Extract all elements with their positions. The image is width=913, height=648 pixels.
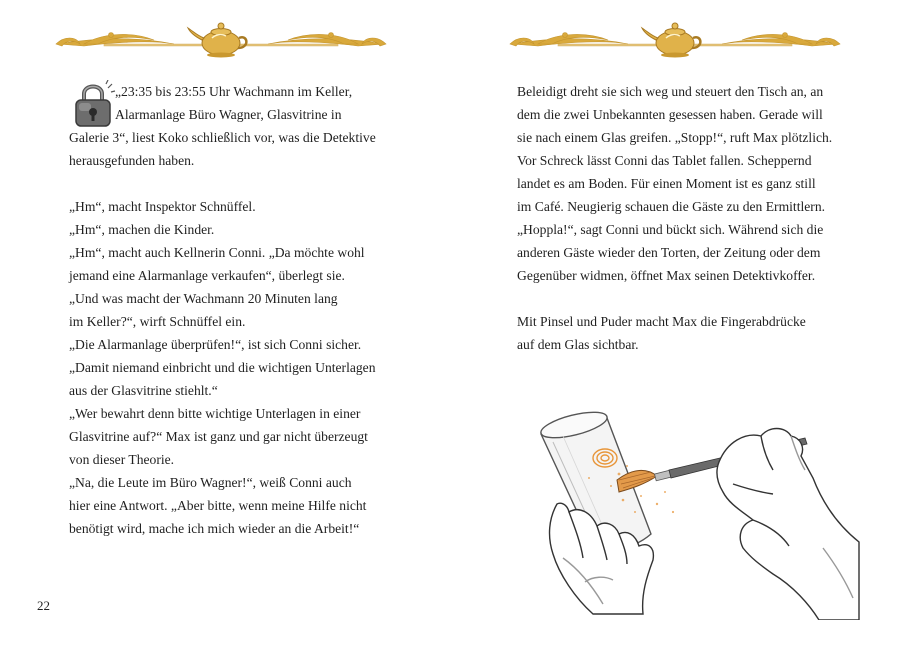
text-line: hier eine Antwort. „Aber bitte, wenn meine Hilfe nicht [69, 498, 367, 513]
right-page-text [517, 80, 847, 356]
text-line: „Die Alarmanlage überprüfen!“, ist sich Conni sicher. [69, 337, 362, 352]
text-line: Vor Schreck lässt Conni das Tablet fallen. Scheppernd [517, 153, 812, 168]
text-line: „Damit niemand einbricht und die wichtigen Unterlagen [69, 360, 376, 375]
text-line: anderen Gäste wieder den Torten, der Zeitung oder dem [517, 245, 821, 260]
text-line: jemand eine Alarmanlage verkaufen“, überlegt sie. [69, 268, 345, 283]
text-line: aus der Glasvitrine stiehlt.“ [69, 383, 218, 398]
text-line: „Hm“, macht auch Kellnerin Conni. „Da möchte wohl [69, 245, 365, 260]
text-line: dem die zwei Unbekannten gesessen haben. Gerade will [517, 107, 823, 122]
text-line: von dieser Theorie. [69, 452, 175, 467]
text-line: auf dem Glas sichtbar. [517, 337, 639, 352]
left-page [0, 0, 456, 648]
teapot-ornament-icon [508, 14, 842, 60]
right-page [457, 0, 913, 648]
text-line: „Wer bewahrt denn bitte wichtige Unterlagen in einer [69, 406, 361, 421]
text-line: Gegenüber widmen, öffnet Max seinen Detektivkoffer. [517, 268, 816, 283]
left-page-text [69, 80, 414, 540]
gloved-hands-dusting-glass-illustration [523, 408, 863, 620]
text-line: „Hm“, machen die Kinder. [69, 222, 215, 237]
right-glove [717, 429, 859, 621]
text-line: im Keller?“, wirft Schnüffel ein. [69, 314, 246, 329]
text-line: herausgefunden haben. [69, 153, 195, 168]
text-line: „Hoppla!“, sagt Conni und bückt sich. Während sich die [517, 222, 824, 237]
page-number: 22 [37, 598, 50, 613]
text-line: Glasvitrine auf?“ Max ist ganz und gar nicht überzeugt [69, 429, 368, 444]
text-line: im Café. Neugierig schauen die Gäste zu den Ermittlern. [517, 199, 826, 214]
text-line: Mit Pinsel und Puder macht Max die Fingerabdrücke [517, 314, 806, 329]
text-line: „Und was macht der Wachmann 20 Minuten lang [69, 291, 338, 306]
teapot-ornament-icon [54, 14, 388, 60]
text-line: „23:35 bis 23:55 Uhr Wachmann im Keller, [115, 84, 353, 99]
text-line: Galerie 3“, liest Koko schließlich vor, was die Detektive [69, 130, 376, 145]
text-line: Alarmanlage Büro Wagner, Glasvitrine in [115, 107, 342, 122]
text-line: Beleidigt dreht sie sich weg und steuert den Tisch an, an [517, 84, 824, 99]
text-line: „Hm“, macht Inspektor Schnüffel. [69, 199, 256, 214]
text-line: „Na, die Leute im Büro Wagner!“, weiß Conni auch [69, 475, 352, 490]
text-line: benötigt wird, mache ich mich wieder an die Arbeit!“ [69, 521, 360, 536]
text-line: landet es am Boden. Für einen Moment ist es ganz still [517, 176, 816, 191]
text-line: sie nach einem Glas greifen. „Stopp!“, ruft Max plötzlich. [517, 130, 833, 145]
